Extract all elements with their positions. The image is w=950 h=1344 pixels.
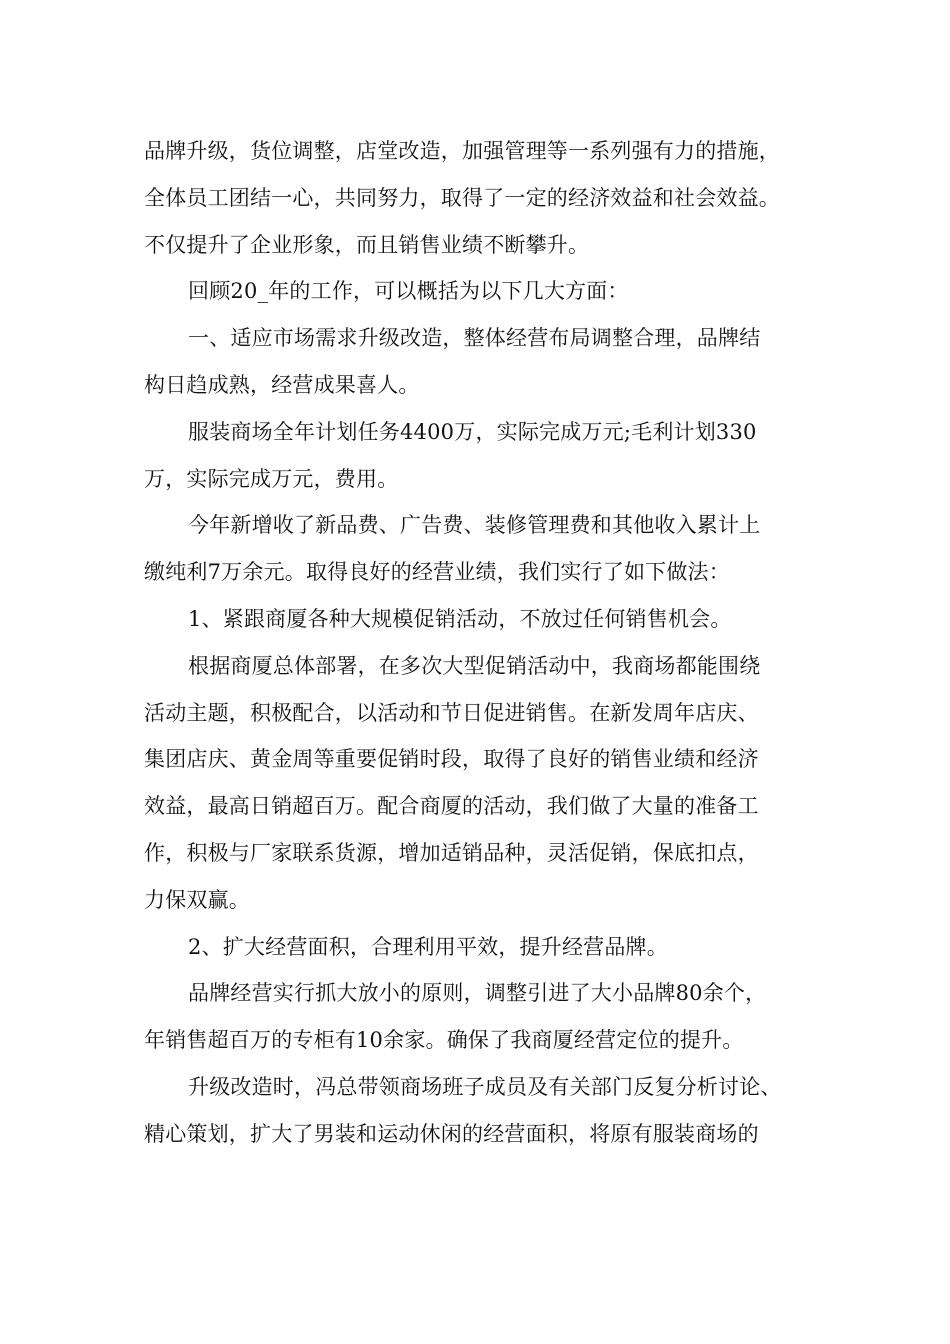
text-line: 年销售超百万的专柜有10余家。确保了我商厦经营定位的提升。 bbox=[144, 1028, 744, 1053]
text-line: 万，实际完成万元，费用。 bbox=[144, 466, 399, 491]
text-line: 2、扩大经营面积，合理利用平效，提升经营品牌。 bbox=[188, 934, 668, 959]
text-line: 回顾20_年的工作，可以概括为以下几大方面： bbox=[188, 279, 629, 304]
text-line: 品牌升级，货位调整，店堂改造，加强管理等一系列强有力的措施， bbox=[144, 139, 780, 163]
text-line: 根据商厦总体部署，在多次大型促销活动中，我商场都能围绕 bbox=[188, 653, 761, 678]
text-line: 服装商场全年计划任务4400万，实际完成万元;毛利计划330 bbox=[188, 419, 757, 444]
text-line: 力保双赢。 bbox=[144, 887, 250, 912]
text-line: 今年新增收了新品费、广告费、装修管理费和其他收入累计上 bbox=[188, 513, 761, 538]
text-line: 不仅提升了企业形象，而且销售业绩不断攀升。 bbox=[144, 232, 590, 257]
text-line: 精心策划，扩大了男装和运动休闲的经营面积，将原有服装商场的 bbox=[144, 1121, 759, 1146]
text-line: 构日趋成熟，经营成果喜人。 bbox=[144, 372, 420, 397]
text-line: 活动主题，积极配合，以活动和节日促进销售。在新发周年店庆、 bbox=[144, 700, 759, 725]
text-line: 效益，最高日销超百万。配合商厦的活动，我们做了大量的准备工 bbox=[144, 794, 759, 819]
document-body bbox=[144, 128, 824, 1158]
text-line: 全体员工团结一心，共同努力，取得了一定的经济效益和社会效益。 bbox=[144, 185, 780, 210]
text-line: 一、适应市场需求升级改造，整体经营布局调整合理，品牌结 bbox=[188, 326, 761, 351]
text-line: 缴纯利7万余元。取得良好的经营业绩，我们实行了如下做法： bbox=[144, 560, 730, 585]
text-line: 作，积极与厂家联系货源，增加适销品种，灵活促销，保底扣点， bbox=[144, 840, 759, 865]
text-line: 品牌经营实行抓大放小的原则，调整引进了大小品牌80余个， bbox=[188, 981, 767, 1006]
text-line: 集团店庆、黄金周等重要促销时段，取得了良好的销售业绩和经济 bbox=[144, 747, 759, 772]
text-line: 1、紧跟商厦各种大规模促销活动，不放过任何销售机会。 bbox=[188, 606, 732, 631]
text-line: 升级改造时，冯总带领商场班子成员及有关部门反复分析讨论、 bbox=[188, 1074, 782, 1099]
